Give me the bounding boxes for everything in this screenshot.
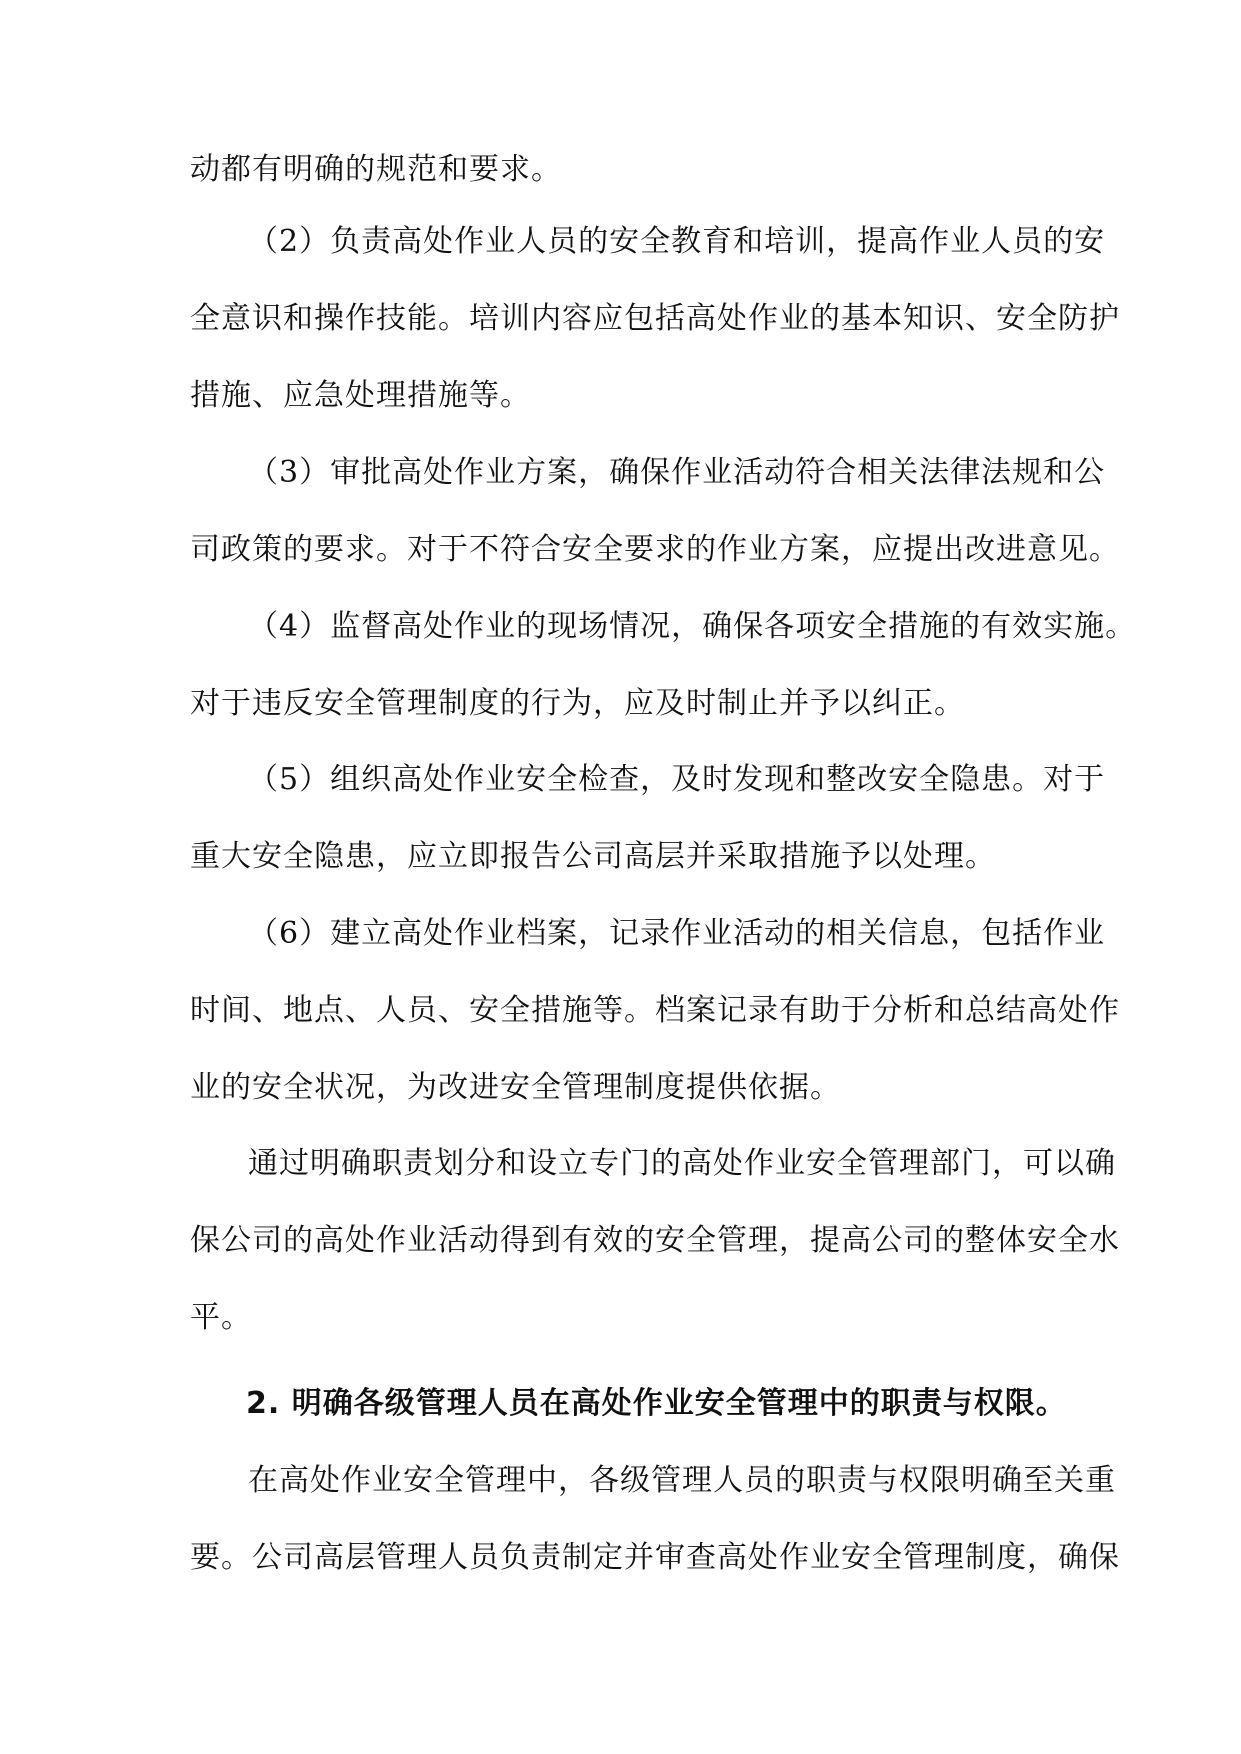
text-line: 重大安全隐患，应立即报告公司高层并采取措施予以处理。 — [190, 839, 996, 874]
text-line: 通过明确职责划分和设立专门的高处作业安全管理部门，可以确 — [248, 1146, 1116, 1181]
text-line: 时间、地点、人员、安全措施等。档案记录有助于分析和总结高处作 — [190, 993, 1120, 1028]
text-line: （5）组织高处作业安全检查，及时发现和整改安全隐患。对于 — [248, 762, 1106, 797]
text-line: （2）负责高处作业人员的安全教育和培训，提高作业人员的安 — [248, 224, 1106, 259]
text-line: 全意识和操作技能。培训内容应包括高处作业的基本知识、安全防护 — [190, 301, 1120, 336]
text-line: 对于违反安全管理制度的行为，应及时制止并予以纠正。 — [190, 686, 965, 721]
text-line: 要。公司高层管理人员负责制定并审查高处作业安全管理制度，确保 — [190, 1540, 1120, 1575]
text-line: 措施、应急处理措施等。 — [190, 378, 531, 413]
text-line: 平。 — [190, 1300, 252, 1335]
text-line: （4）监督高处作业的现场情况，确保各项安全措施的有效实施。 — [248, 609, 1137, 644]
text-line: （6）建立高处作业档案，记录作业活动的相关信息，包括作业 — [248, 916, 1106, 951]
text-line: （3）审批高处作业方案，确保作业活动符合相关法律法规和公 — [248, 455, 1106, 490]
section-heading: 2. 明确各级管理人员在高处作业安全管理中的职责与权限。 — [246, 1386, 1067, 1421]
text-line: 动都有明确的规范和要求。 — [190, 152, 562, 187]
text-line: 业的安全状况，为改进安全管理制度提供依据。 — [190, 1070, 841, 1105]
text-line: 在高处作业安全管理中，各级管理人员的职责与权限明确至关重 — [248, 1463, 1116, 1498]
text-line: 司政策的要求。对于不符合安全要求的作业方案，应提出改进意见。 — [190, 532, 1120, 567]
text-line: 保公司的高处作业活动得到有效的安全管理，提高公司的整体安全水 — [190, 1223, 1120, 1258]
